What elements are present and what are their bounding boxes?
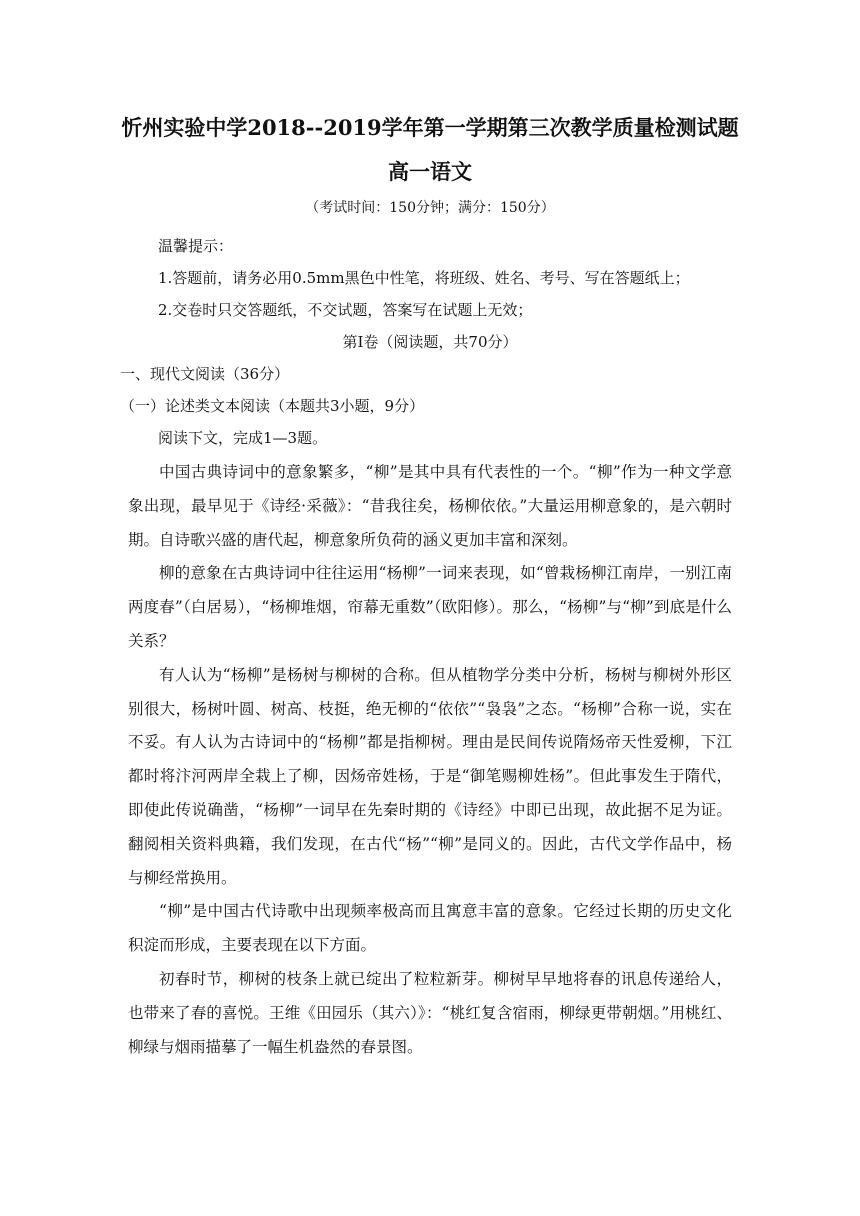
document-title: 忻州实验中学2018--2019学年第一学期第三次教学质量检测试题 <box>121 115 739 140</box>
reading-instruction: 阅读下文，完成1—3题。 <box>158 429 328 447</box>
tip-item-2: 2.交卷时只交答题纸，不交试题，答案写在试题上无效； <box>158 301 533 319</box>
tips-heading: 温馨提示： <box>158 237 234 255</box>
subsection-heading: （一）论述类文本阅读（本题共3小题，9分） <box>120 397 425 415</box>
body-paragraph: 中国古典诗词中的意象繁多，“柳”是其中具有代表性的一个。“柳”作为一种文学意象出现，最早见于《诗经·采薇》：“昔我往矣，杨柳依依。”大量运用柳意象的，是六朝时期。自诗歌兴盛的唐代起，柳意象所负荷的涵义更加丰富和深刻。 <box>128 463 732 549</box>
volume-heading: 第Ⅰ卷（阅读题，共70分） <box>342 333 518 351</box>
body-paragraph: 柳的意象在古典诗词中往往运用“杨柳”一词来表现，如“曾栽杨柳江南岸，一别江南两度春”（白居易），“杨柳堆烟，帘幕无重数”（欧阳修）。那么，“杨柳”与“柳”到底是什么关系？ <box>128 564 732 650</box>
document-content <box>120 110 739 1064</box>
exam-info: （考试时间：150分钟；满分：150分） <box>305 200 555 216</box>
section-heading: 一、现代文阅读（36分） <box>120 365 290 383</box>
body-paragraph: “柳”是中国古代诗歌中出现频率极高而且寓意丰富的意象。它经过长期的历史文化积淀而形成，主要表现在以下方面。 <box>128 902 732 955</box>
tip-item-1: 1.答题前，请务必用0.5mm黑色中性笔，将班级、姓名、考号、写在答题纸上； <box>158 269 690 287</box>
body-paragraph: 有人认为“杨柳”是杨树与柳树的合称。但从植物学分类中分析，杨树与柳树外形区别很大，杨树叶圆、树高、枝挺，绝无柳的“依依”“袅袅”之态。“杨柳”合称一说，实在不妥。有人认为古诗词中的“杨柳”都是指柳树。理由是民间传说隋炀帝天性爱柳，下江都时将汴河两岸全栽上了柳，因炀帝姓杨，于是“御笔赐柳姓杨”。但此事发生于隋代，即使此传说确凿，“杨柳”一词早在先秦时期的《诗经》中即已出现，故此据不足为证。翻阅相关资料典籍，我们发现，在古代“杨”“柳”是同义的。因此，古代文学作品中，杨与柳经常换用。 <box>128 665 732 887</box>
body-paragraph: 初春时节，柳树的枝条上就已绽出了粒粒新芽。柳树早早地将春的讯息传递给人，也带来了春的喜悦。王维《田园乐（其六）》：“桃红复含宿雨，柳绿更带朝烟。”用桃红、柳绿与烟雨描摹了一幅生机盎然的春景图。 <box>128 969 732 1056</box>
document-subtitle: 高一语文 <box>388 159 472 184</box>
